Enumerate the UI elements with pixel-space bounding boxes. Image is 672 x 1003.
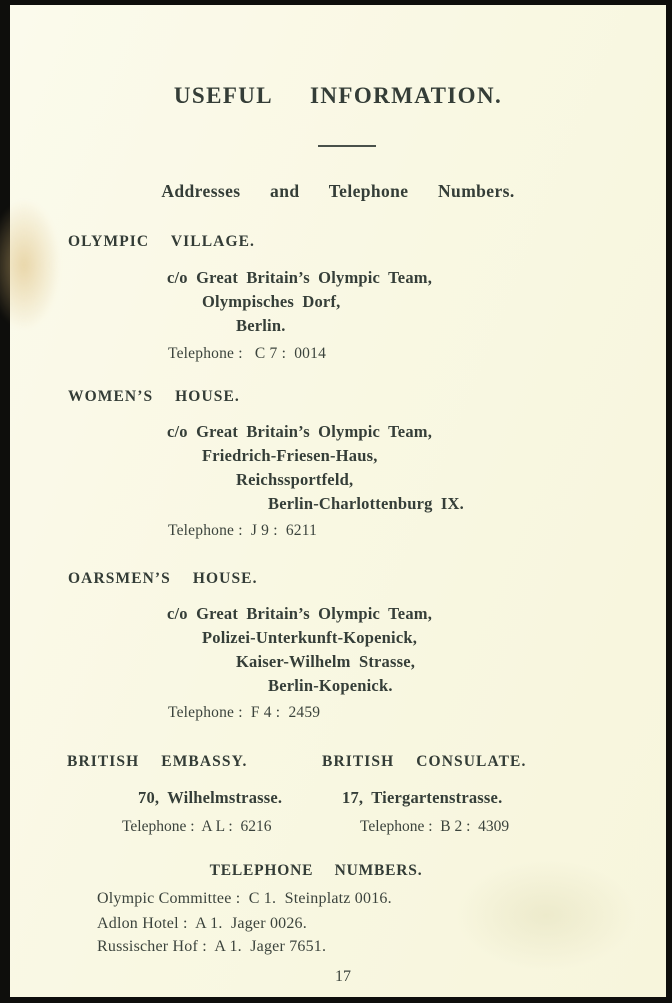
page-title: USEFUL INFORMATION.: [173, 83, 503, 108]
address-line: Reichssportfeld,: [236, 470, 354, 489]
page-paper: [10, 5, 666, 997]
section-heading: TELEPHONE NUMBERS.: [209, 862, 423, 879]
section-heading: OARSMEN’S HOUSE.: [68, 570, 258, 587]
telephone-line: Telephone : C 7 : 0014: [168, 345, 327, 362]
telephone-line: Telephone : F 4 : 2459: [168, 704, 321, 721]
address-line: Polizei-Unterkunft-Kopenick,: [202, 628, 418, 647]
page-subtitle: Addresses and Telephone Numbers.: [161, 181, 515, 201]
address-line: Berlin-Charlottenburg IX.: [268, 494, 464, 513]
address-line: c/o Great Britain’s Olympic Team,: [167, 604, 433, 623]
section-heading: BRITISH CONSULATE.: [322, 753, 527, 770]
telephone-entry: Olympic Committee : C 1. Steinplatz 0016.: [97, 890, 392, 907]
section-heading: WOMEN’S HOUSE.: [68, 388, 240, 405]
address-line: Olympisches Dorf,: [202, 292, 341, 311]
section-heading: BRITISH EMBASSY.: [67, 753, 248, 770]
telephone-line: Telephone : A L : 6216: [122, 818, 272, 835]
telephone-line: Telephone : B 2 : 4309: [360, 818, 510, 835]
page-number: 17: [335, 968, 351, 985]
telephone-entry: Adlon Hotel : A 1. Jager 0026.: [97, 915, 307, 932]
address-line: Berlin.: [236, 316, 286, 335]
section-divider: [318, 145, 376, 147]
address-line: Friedrich-Friesen-Haus,: [202, 446, 378, 465]
address-line: 17, Tiergartenstrasse.: [342, 788, 503, 807]
telephone-line: Telephone : J 9 : 6211: [168, 522, 318, 539]
section-heading: OLYMPIC VILLAGE.: [68, 233, 256, 250]
telephone-entry: Russischer Hof : A 1. Jager 7651.: [97, 938, 327, 955]
address-line: Berlin-Kopenick.: [268, 676, 393, 695]
address-line: 70, Wilhelmstrasse.: [138, 788, 283, 807]
address-line: c/o Great Britain’s Olympic Team,: [167, 422, 433, 441]
paper-stain: [0, 200, 60, 330]
address-line: Kaiser-Wilhelm Strasse,: [236, 652, 416, 671]
address-line: c/o Great Britain’s Olympic Team,: [167, 268, 433, 287]
